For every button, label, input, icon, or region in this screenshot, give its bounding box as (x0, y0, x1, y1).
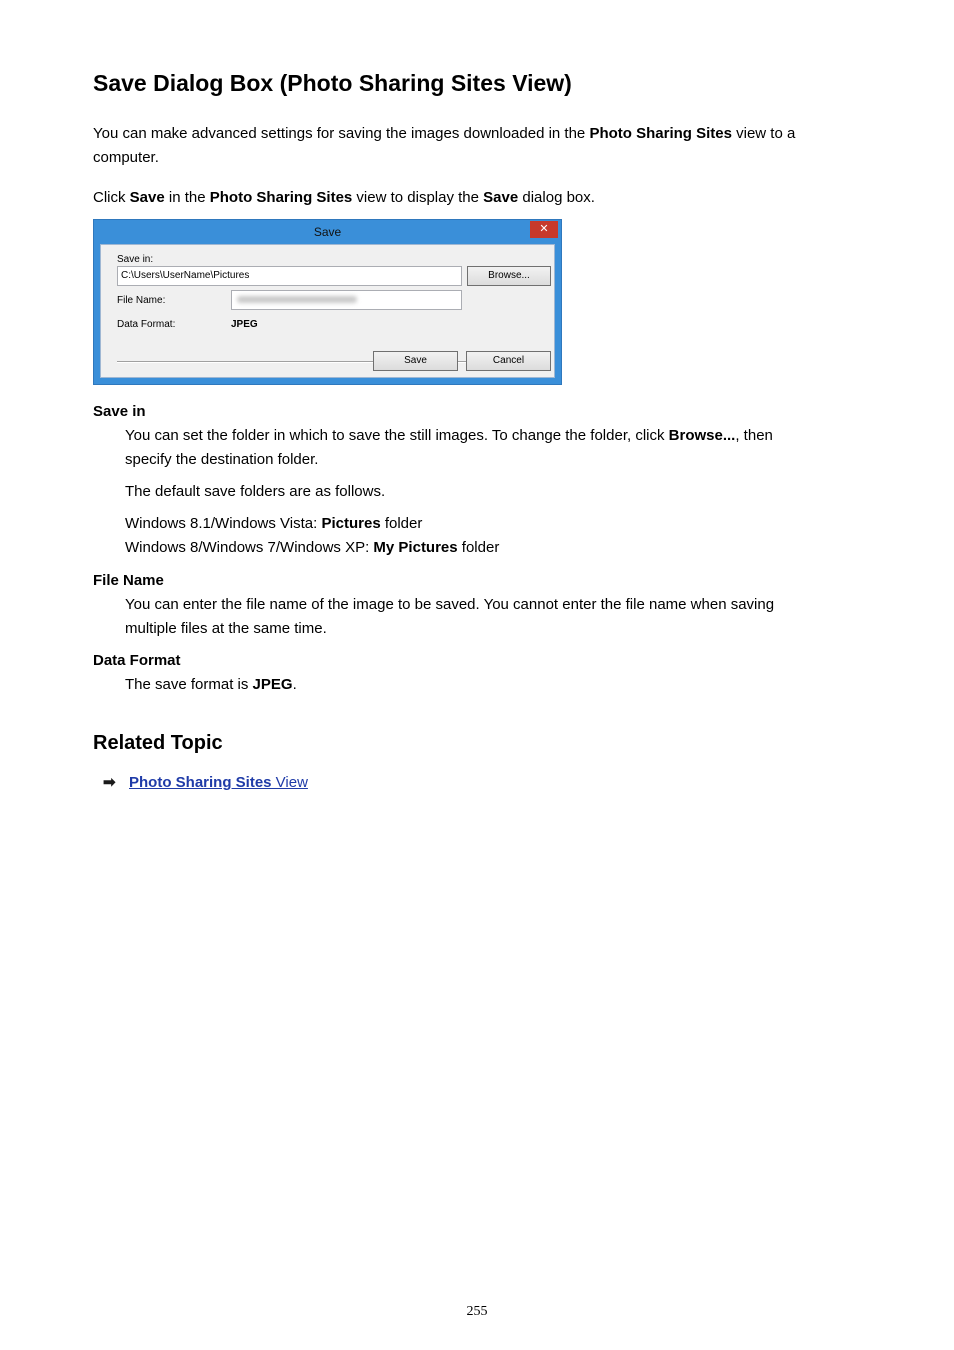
intro-paragraph-1 (93, 122, 795, 170)
link-bold: Photo Sharing Sites (129, 774, 272, 791)
body-text: Windows 8/Windows 7/Windows XP: (125, 539, 374, 556)
default-folders-intro: The default save folders are as follows. (125, 483, 386, 500)
body-text: The save format is (125, 676, 253, 693)
dialog-title: Save (313, 225, 342, 239)
body-text: You can set the folder in which to save the still images. To change the folder, click (125, 427, 669, 444)
body-bold: Pictures (321, 515, 381, 532)
browse-button[interactable]: Browse... (467, 266, 551, 286)
data-format-label: Data Format: (117, 319, 176, 330)
body-text: folder (457, 539, 500, 556)
related-link-row (103, 771, 308, 795)
dialog-body (100, 244, 555, 378)
photo-sharing-sites-view-link[interactable] (129, 774, 308, 791)
intro-bold: Save (483, 189, 519, 206)
intro-text: You can make advanced settings for saving the images downloaded in the (93, 125, 590, 142)
intro-text: dialog box. (518, 189, 595, 206)
body-bold: JPEG (252, 676, 293, 693)
body-text: , then (735, 427, 773, 444)
body-bold: My Pictures (373, 539, 458, 556)
save-button[interactable]: Save (373, 351, 458, 371)
intro-text: view to a (731, 125, 796, 142)
related-topic-heading: Related Topic (93, 732, 223, 754)
page-title: Save Dialog Box (Photo Sharing Sites View) (93, 70, 572, 96)
intro-bold: Photo Sharing Sites (209, 189, 353, 206)
file-name-field[interactable] (231, 290, 462, 310)
save-dialog-screenshot (93, 219, 562, 385)
intro-bold: Photo Sharing Sites (589, 125, 732, 142)
intro-text: computer. (93, 149, 159, 166)
file-name-heading: File Name (93, 572, 164, 589)
intro-text: in the (164, 189, 210, 206)
intro-bold: Save (129, 189, 165, 206)
arrow-right-icon: ➡ (103, 774, 116, 791)
save-in-heading: Save in (93, 403, 146, 420)
data-format-heading: Data Format (93, 652, 181, 669)
data-format-description (125, 673, 297, 697)
default-folders-list (125, 512, 499, 560)
save-in-label: Save in: (117, 254, 154, 265)
page-number: 255 (466, 1304, 488, 1319)
body-text: . (292, 676, 297, 693)
body-text: specify the destination folder. (125, 451, 319, 468)
file-name-description (125, 593, 774, 641)
body-text: You can enter the file name of the image to be saved. You cannot enter the file name when saving (125, 596, 775, 613)
save-in-field[interactable]: C:\Users\UserName\Pictures (117, 266, 462, 286)
link-text: View (271, 774, 308, 791)
body-text: Windows 8.1/Windows Vista: (125, 515, 322, 532)
intro-paragraph-2 (93, 186, 595, 210)
save-in-description (125, 424, 773, 472)
file-name-label: File Name: (117, 295, 166, 306)
body-text: folder (380, 515, 423, 532)
cancel-button[interactable]: Cancel (466, 351, 551, 371)
intro-text: Click (93, 189, 130, 206)
body-bold: Browse... (668, 427, 736, 444)
body-text: multiple files at the same time. (125, 620, 327, 637)
data-format-value: JPEG (231, 319, 258, 330)
blurred-file-name (237, 296, 357, 303)
intro-text: view to display the (352, 189, 484, 206)
close-icon[interactable]: ✕ (530, 221, 558, 238)
